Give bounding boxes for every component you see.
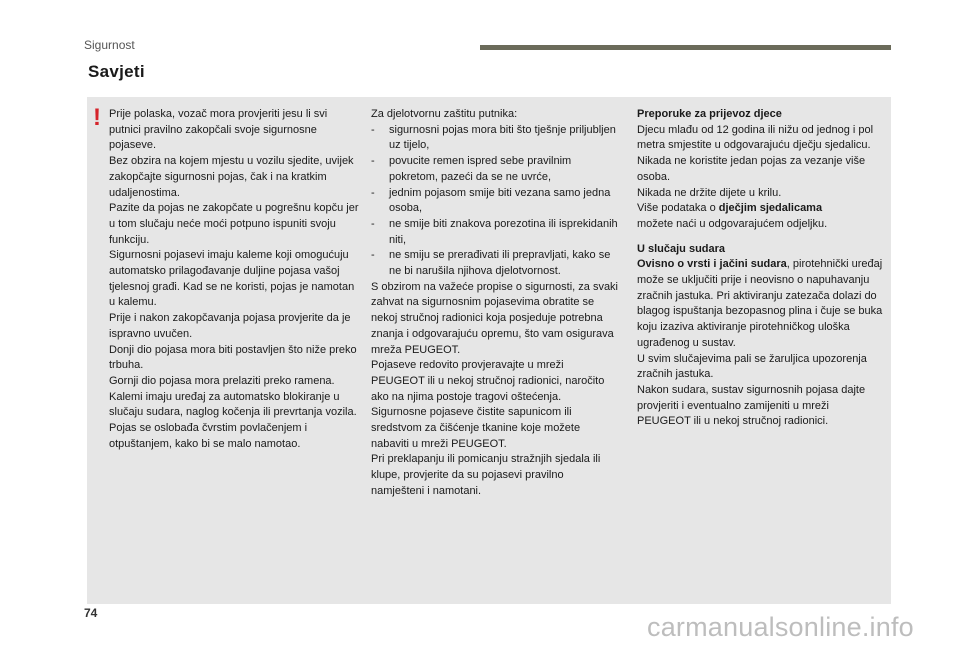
list-item	[371, 217, 619, 248]
header-bar	[480, 45, 891, 50]
dash-bullet: -	[371, 186, 375, 199]
paragraph: Sigurnosne pojaseve čistite sapunicom ili sredstvom za čišćenje tkanine koje možete nabaviti u mreži PEUGEOT.	[371, 406, 581, 450]
collision-emphasis: Ovisno o vrsti i jačini sudara	[637, 258, 787, 271]
paragraph: Pazite da pojas ne zakopčate u pogrešnu kopču jer u tom slučaju neće moći potpuno ispuniti svoju funkciju.	[109, 202, 359, 246]
paragraph: Više podataka o dječjim sjedalicama možete naći u odgovarajućem odjeljku.	[637, 202, 828, 230]
watermark: carmanualsonline.info	[647, 612, 914, 642]
warning-icon: !	[93, 104, 101, 131]
paragraph: Djecu mlađu od 12 godina ili nižu od jednog i pol metra smjestite u odgovarajuću dječju sjedalicu.	[637, 123, 874, 152]
intro-text: Za djelotvornu zaštitu putnika:	[371, 108, 518, 120]
paragraph: Ovisno o vrsti i jačini sudara, pirotehnički uređaj može se uključiti prije i neovisno o napuhavanju zračnih jastuka. Pri aktiviranju zatezača dolazi do blagog ispuštanja bezopasnog plina i čuje se buka koju izaziva aktiviranje pirotehničkog uloška ugrađenog u sustav.	[637, 258, 883, 349]
paragraph: S obzirom na važeće propise o sigurnosti, za svaki zahvat na sigurnosnim pojasevima obratite se nekoj stručnoj radionici koja posjeduje potrebna znanja i odgovarajuću opremu, što vam osigurava mreža PEUGEOT.	[371, 280, 619, 356]
paragraph: Pojaseve redovito provjeravajte u mreži PEUGEOT ili u nekoj stručnoj radionici, naročito ako na njima postoje tragovi oštećenja.	[371, 359, 605, 403]
list-item	[371, 154, 619, 185]
collision-heading: U slučaju sudara	[637, 242, 726, 255]
paragraph: Bez obzira na kojem mjestu u vozilu sjedite, uvijek zakopčajte sigurnosni pojas, čak i na kratkim udaljenostima.	[109, 155, 354, 199]
paragraph: Pri preklapanju ili pomicanju stražnjih sjedala ili klupe, provjerite da su pojasevi pravilno namješteni i namotani.	[371, 453, 601, 497]
column-children-and-collision	[637, 107, 885, 430]
page-number: 74	[84, 606, 98, 620]
column-effective-protection	[371, 107, 619, 500]
child-seats-emphasis: dječjim sjedalicama	[718, 202, 823, 215]
list-item-text: povucite remen ispred sebe pravilnim pokretom, pazeći da se ne uvrće,	[389, 155, 572, 183]
paragraph: U svim slučajevima pali se žaruljica upozorenja zračnih jastuka.	[637, 352, 867, 381]
dash-bullet: -	[371, 123, 375, 136]
paragraph: Kalemi imaju uređaj za automatsko blokiranje u slučaju sudara, naglog kočenja ili prevrtanja vozila. Pojas se oslobađa čvrstim povlačenjem i otpuštanjem, kako bi se malo namotao.	[109, 390, 357, 450]
page-title: Savjeti	[88, 62, 145, 81]
paragraph: Nakon sudara, sustav sigurnosnih pojasa dajte provjeriti i eventualno zamijeniti u mreži PEUGEOT ili u nekoj stručnoj radionici.	[637, 383, 866, 428]
list-item	[371, 123, 619, 154]
paragraph: Prije polaska, vozač mora provjeriti jesu li svi putnici pravilno zakopčali svoje sigurnosne pojaseve.	[109, 108, 328, 152]
list-item	[371, 186, 619, 217]
dash-bullet: -	[371, 217, 375, 230]
paragraph: Sigurnosni pojasevi imaju kaleme koji omogućuju automatsko prilagođavanje duljine pojasa vašoj tjelesnoj građi. Kad se ne koristi, pojas je namotan u kalemu.	[109, 249, 355, 309]
paragraph: Donji dio pojasa mora biti postavljen što niže preko trbuha.	[109, 343, 357, 372]
dash-bullet: -	[371, 249, 375, 262]
paragraph: Gornji dio pojasa mora prelaziti preko ramena.	[109, 374, 335, 387]
column-safety-checks	[109, 107, 359, 452]
list-item-text: sigurnosni pojas mora biti što tješnje priljubljen uz tijelo,	[389, 123, 616, 152]
paragraph: Nikada ne koristite jedan pojas za vezanje više osoba.	[637, 155, 866, 183]
section-label: Sigurnost	[84, 38, 135, 52]
paragraph: Prije i nakon zakopčavanja pojasa provjerite da je ispravno uvučen.	[109, 312, 351, 340]
list-item-text: ne smije biti znakova porezotina ili isprekidanih niti,	[389, 217, 618, 246]
list-item	[371, 248, 619, 279]
list-item-text: jednim pojasom smije biti vezana samo jedna osoba,	[389, 186, 611, 215]
list-item-text: ne smiju se prerađivati ili prepravljati, kako se ne bi narušila njihova djelotvornost.	[389, 249, 611, 278]
children-heading: Preporuke za prijevoz djece	[637, 108, 782, 120]
paragraph: Nikada ne držite dijete u krilu.	[637, 186, 782, 199]
dash-bullet: -	[371, 155, 375, 168]
